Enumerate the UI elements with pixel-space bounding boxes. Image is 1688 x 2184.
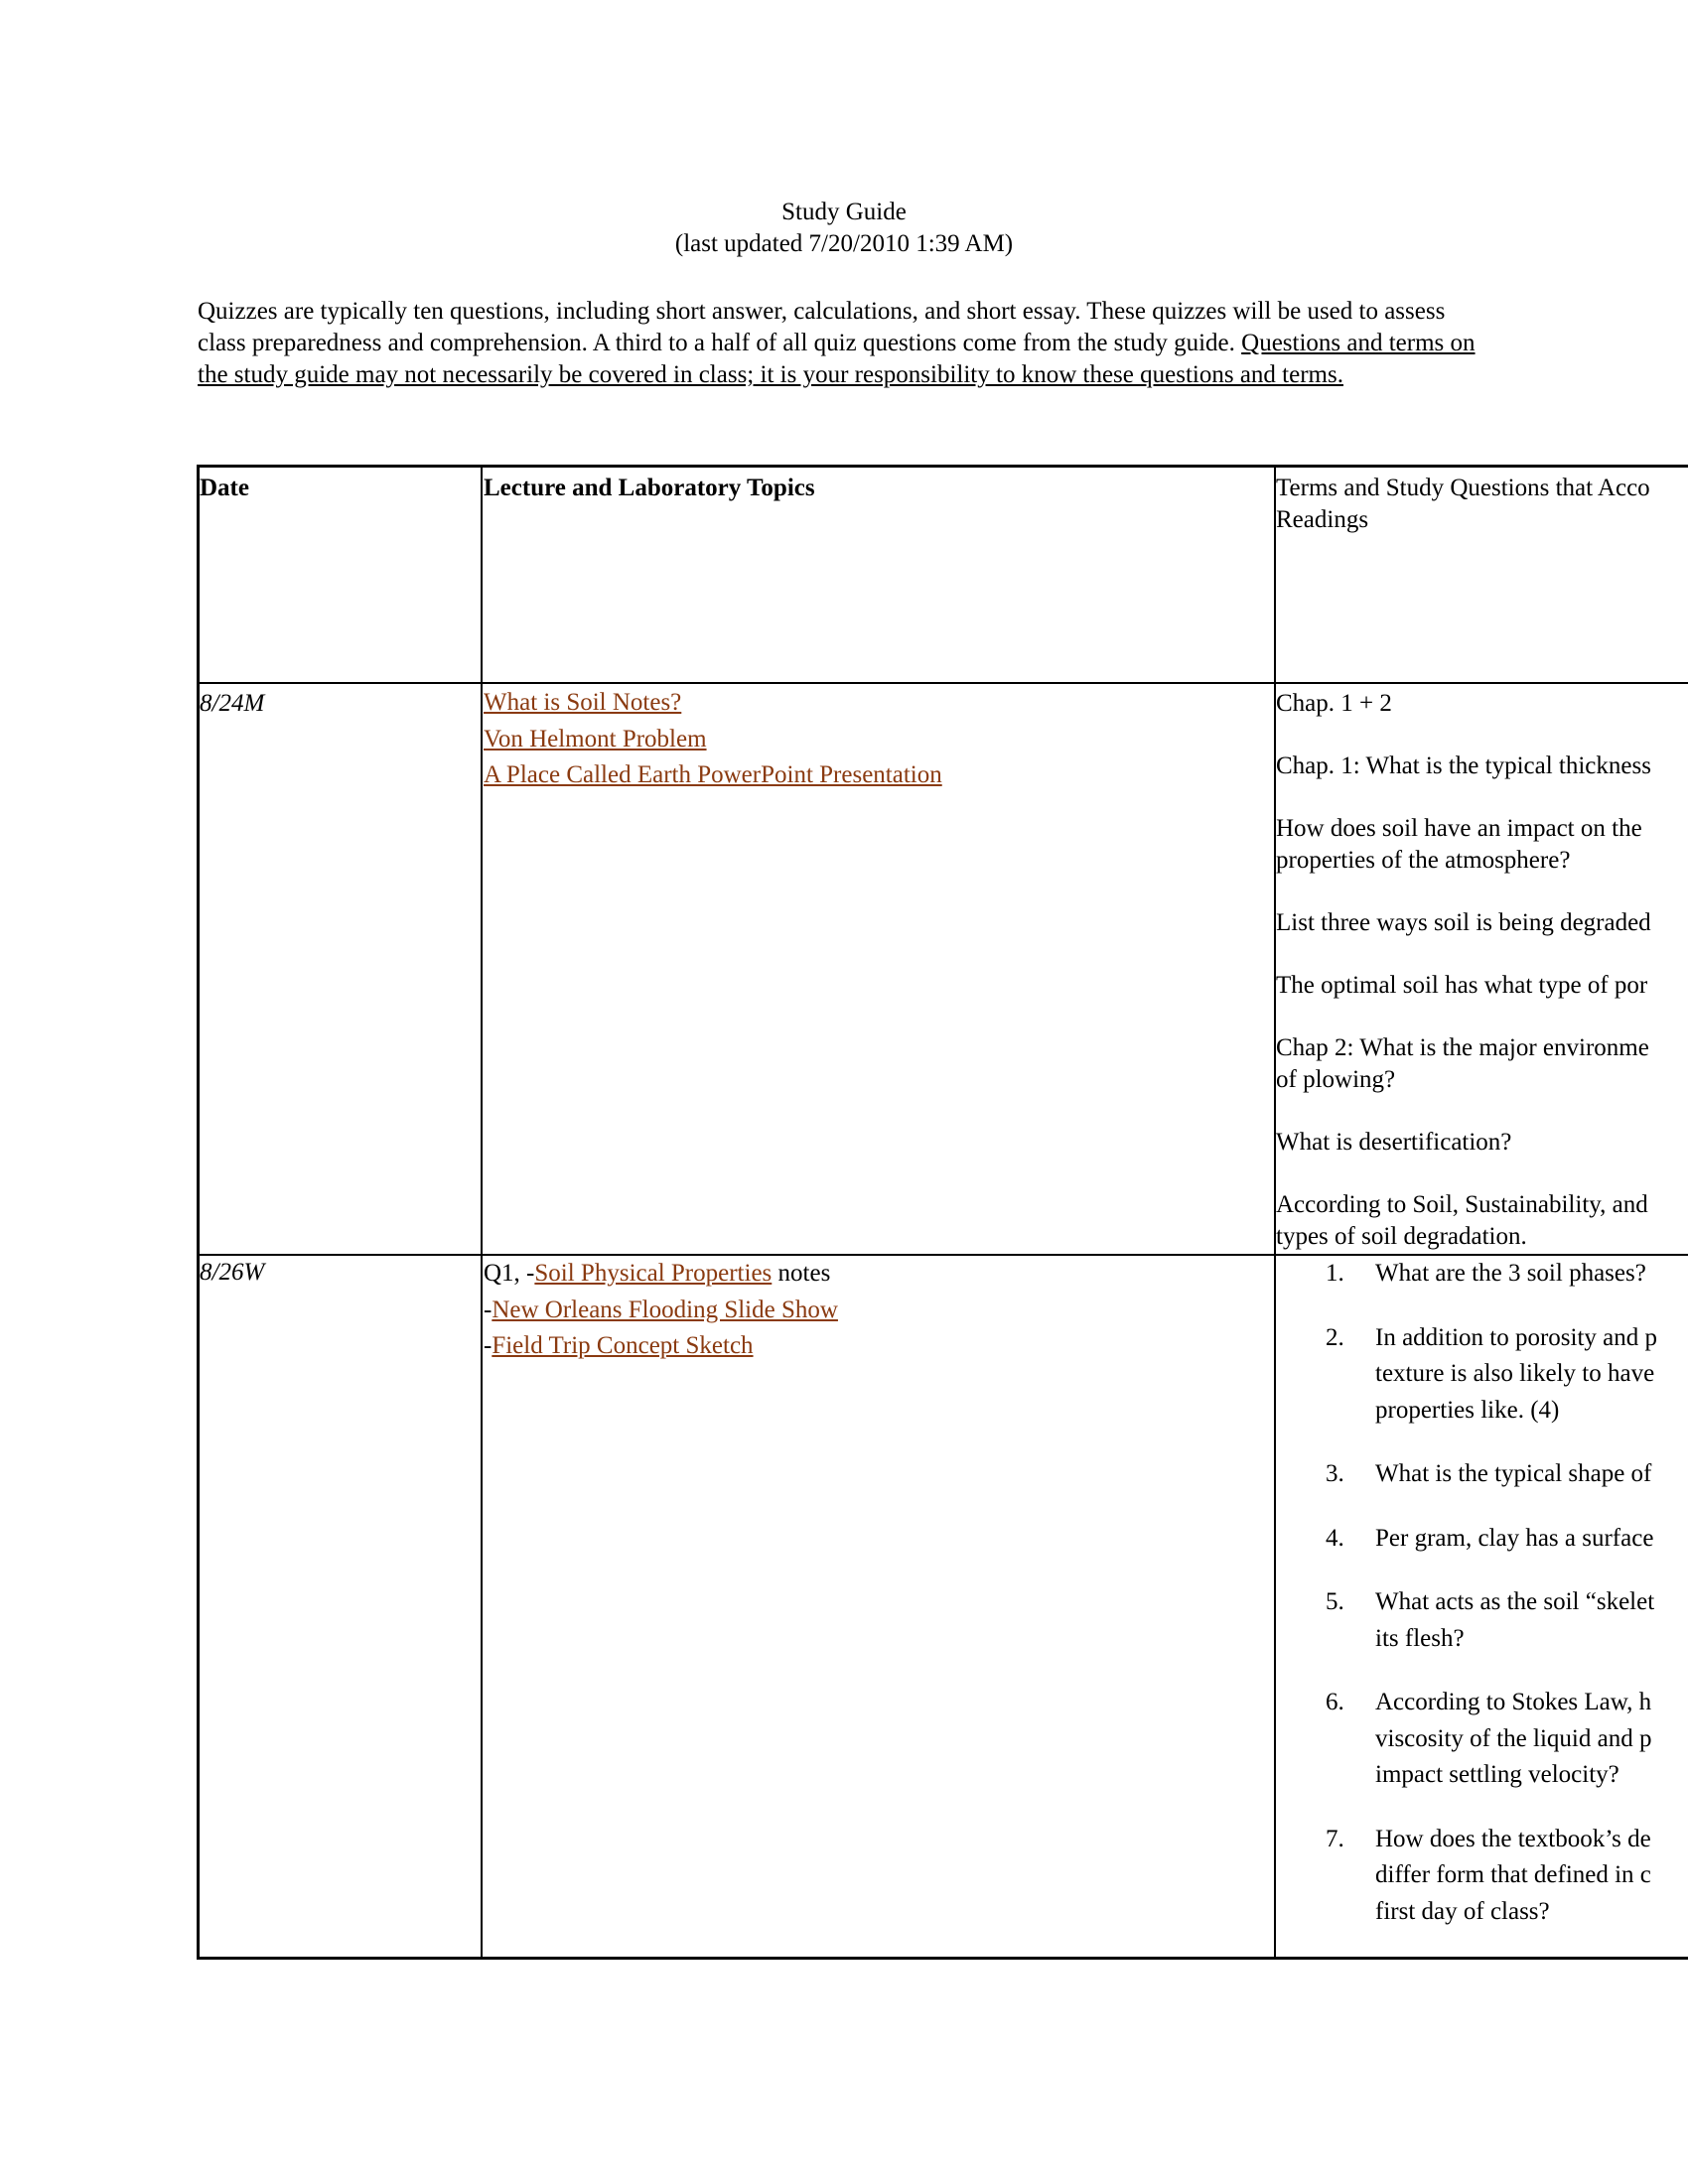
document-title: Study Guide	[781, 199, 907, 225]
header-date: Date	[200, 475, 249, 501]
quiz-prefix: Q1, -	[484, 1260, 535, 1287]
link-what-is-soil-notes[interactable]: What is Soil Notes?	[484, 689, 682, 716]
header-terms-line2: Readings	[1276, 506, 1369, 533]
link-field-trip-concept-sketch[interactable]: Field Trip Concept Sketch	[492, 1332, 754, 1359]
question-text: Chap. 1: What is the typical thickness	[1276, 752, 1651, 779]
question-text: Chap 2: What is the major environme of plowing?	[1276, 1034, 1649, 1093]
list-item: 1. What are the 3 soil phases?	[1326, 1260, 1646, 1287]
link-soil-physical-properties[interactable]: Soil Physical Properties	[534, 1260, 773, 1287]
document-header	[0, 197, 1688, 260]
row-topics	[484, 684, 1268, 1253]
intro-underlined-text: Questions and terms on the study guide may not necessarily be covered in class; it is your responsibility to know these questions and terms.	[198, 330, 1476, 388]
question-text: The optimal soil has what type of por	[1276, 972, 1648, 999]
header-topics: Lecture and Laboratory Topics	[484, 475, 815, 501]
link-von-helmont-problem[interactable]: Von Helmont Problem	[484, 725, 707, 752]
question-list	[1276, 1256, 1688, 1930]
question-text: How does soil have an impact on the properties of the atmosphere?	[1276, 815, 1642, 874]
row-topics	[484, 1256, 1268, 1955]
list-item: 7. How does the textbook’s de differ form that defined in c first day of class?	[1326, 1825, 1651, 1925]
link-place-called-earth-presentation[interactable]: A Place Called Earth PowerPoint Presentation	[484, 761, 942, 788]
column-divider	[481, 465, 483, 1960]
row-questions	[1276, 1256, 1688, 1955]
list-item: 4. Per gram, clay has a surface	[1326, 1524, 1654, 1552]
notes-suffix: notes	[772, 1260, 831, 1287]
link-new-orleans-flooding[interactable]: New Orleans Flooding Slide Show	[492, 1296, 838, 1323]
question-text: What is desertification?	[1276, 1129, 1512, 1156]
row-questions	[1276, 684, 1688, 1256]
list-item: 2. In addition to porosity and p texture is also likely to have properties like. (4)	[1326, 1323, 1657, 1424]
list-item: 6. According to Stokes Law, h viscosity of the liquid and p impact settling velocity?	[1326, 1689, 1652, 1788]
dash: -	[484, 1296, 492, 1323]
study-guide-table	[197, 465, 1688, 1961]
intro-text: Quizzes are typically ten questions, including short answer, calculations, and short essay. These quizzes will be used to assess class preparedness and comprehension. A third to a half of all quiz questions come from the study guide.	[198, 298, 1446, 356]
dash: -	[484, 1332, 492, 1359]
intro-paragraph	[198, 296, 1488, 391]
header-terms-line1: Terms and Study Questions that Acco	[1276, 475, 1650, 501]
table-border-bottom	[197, 1957, 1688, 1960]
row-date: 8/24M	[200, 690, 265, 717]
header-terms	[1276, 468, 1688, 685]
question-text: List three ways soil is being degraded	[1276, 909, 1651, 936]
question-text: Chap. 1 + 2	[1276, 690, 1392, 717]
last-updated: (last updated 7/20/2010 1:39 AM)	[674, 230, 1014, 257]
list-item: 3. What is the typical shape of	[1326, 1460, 1652, 1487]
row-date: 8/26W	[200, 1259, 265, 1286]
question-text: According to Soil, Sustainability, and types of soil degradation.	[1276, 1191, 1648, 1250]
list-item: 5. What acts as the soil “skelet its flesh?	[1326, 1588, 1655, 1652]
